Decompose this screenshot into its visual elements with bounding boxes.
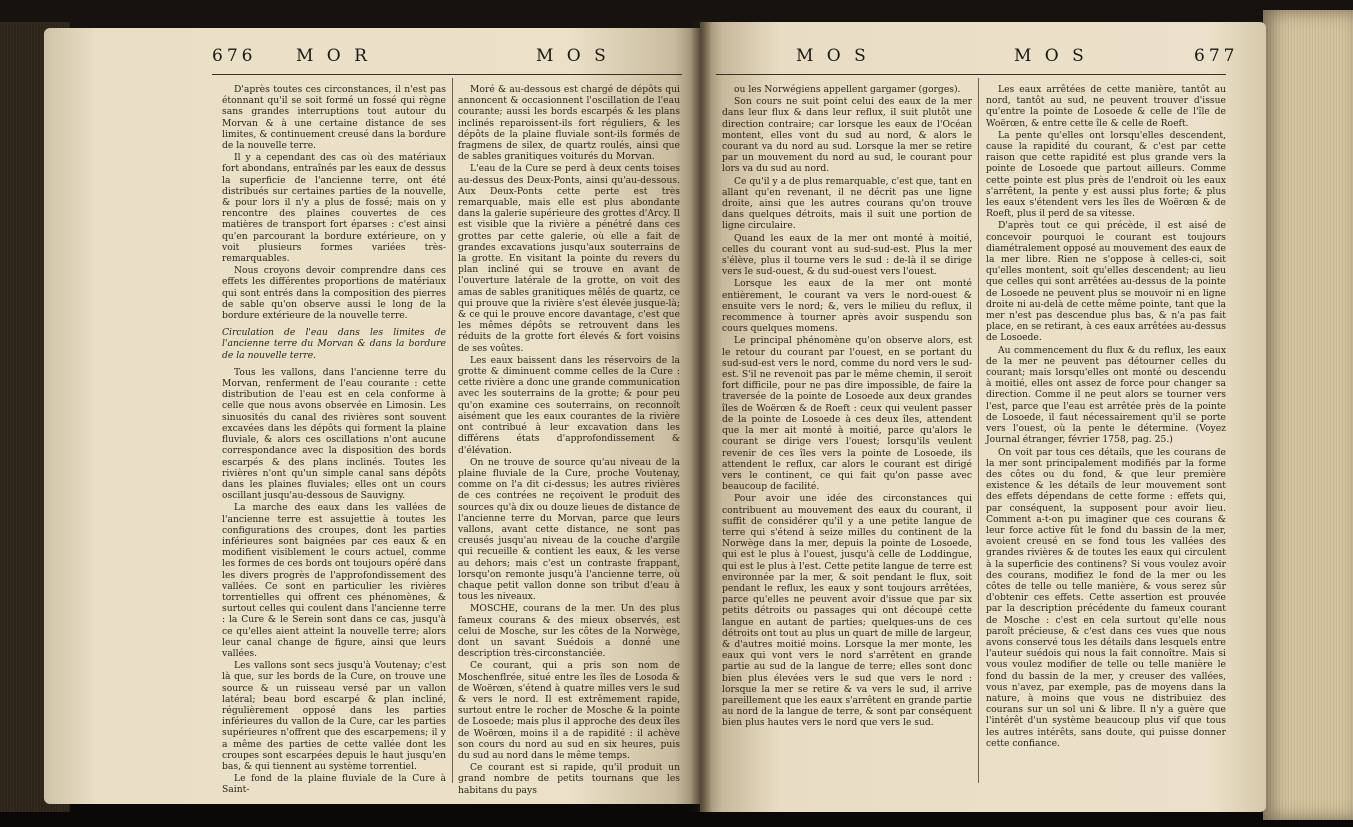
right-header-rule <box>716 74 1226 75</box>
paragraph: On ne trouve de source qu'au niveau de la plaine fluviale de la Cure, proche Voutenay, comme on l'a dit ci-dessus; les autres rivières de ces contrées ne reçoivent le produit des sources qu'à dix ou douze lieues de distance de l'ancienne terre du Morvan, parce que leurs vallons, avant cette distance, ne sont pas creusés jusqu'au niveau de la couche d'argile qui recueille & contient les eaux, & les verse au dehors; mais c'est un contraste frappant, lorsqu'on remonte jusqu'à l'ancienne terre, où chaque petit vallon donne son tribut d'eau à tous les niveaux. <box>458 456 680 603</box>
paragraph: Quand les eaux de la mer ont monté à moitié, celles du courant vont au sud-sud-est. Plus la mer s'élève, plus il tourne vers le sud : de-là il se dirige vers le sud-ouest, & du sud-ouest vers l'ouest. <box>722 232 972 278</box>
paragraph: L'eau de la Cure se perd à deux cents toises au-dessus des Deux-Ponts, ainsi qu'au-dessous. Aux Deux-Ponts cette perte est très remarquable, mais elle est plus abondante dans la galerie supérieure des grottes d'Arcy. Il est visible que la rivière a pénétré dans ces grottes par cette galerie, où elle a fait de grandes excavations jusqu'aux souterrains de la grotte. En visitant la pointe du revers du plan incliné qui se trouve en avant de l'ouverture latérale de la grotte, on voit des amas de sables granitiques mêlés de quartz, ce qui prouve que la rivière s'est élevée jusque-là; & ce qui le prouve encore davantage, c'est que les mêmes dépôts se retrouvent dans les réduits de la grotte fort élevés & fort voisins de ses voûtes. <box>458 163 680 354</box>
paragraph: Les eaux arrêtées de cette manière, tantôt au nord, tantôt au sud, ne peuvent trouver d'issue qu'entre la pointe de Losoede & celle de l'île de Woërœn, & entre cette île & celle de Roeft. <box>986 84 1226 129</box>
paragraph: La marche des eaux dans les vallées de l'ancienne terre est assujettie à toutes les configurations des croupes, dont les parties inférieures sont baignées par ces eaux & en modifient visiblement le cours actuel, comme les formes de ces bords ont toujours opéré dans les divers progrès de l'approfondissement des vallées. Ce sont en particulier les rivières torrentielles qui offrent ces phénomènes, & surtout celles qui coulent dans l'ancienne terre : la Cure & le Serein sont dans ce cas, jusqu'à ce qu'elles aient atteint la nouvelle terre; alors leur canal change de figure, ainsi que leurs vallées. <box>222 502 447 659</box>
right-page-number: 677 <box>1194 46 1239 66</box>
paragraph: On voit par tous ces détails, que les courans de la mer sont principalement modifiés par la forme des côtes ou du fond, & que leur première existence & les détails de leur mouvement sont des effets dépendans de cette forme : effets qui, par conséquent, la supposent pour avoir lieu. Comment a-t-on pu imaginer que ces courans & leur force active fût le fond du bassin de la mer, avoient creusé en se fond tous les vallées des grandes rivières & de toutes les eaux qui circulent à la superficie des continens? Si vous voulez avoir des courans, modifiez le fond de la mer ou les côtes de telle ou telle manière, & vous serez sûr d'obtenir ces effets. Cette assertion est prouvée par la description précédente du fameux courant de Mosche : c'est en cela surtout qu'elle nous paroît précieuse, & c'est dans ces vues que nous avons conservé tous les détails dans lesquels entre l'auteur suédois qui nous la fait connoître. Mais si vous voulez modifier de telle ou telle manière le fond du bassin de la mer, y creuser des vallées, vous n'avez, par exemple, pas de moyens dans la nature, à moins que vous ne distribuiez des courans sur un sol uni & libre. Il n'y a guère que l'intérêt d'un système beaucoup plus vif que tous les autres intérêts, sans doute, qui puisse donner cette confiance. <box>986 446 1226 749</box>
paragraph: Tous les vallons, dans l'ancienne terre du Morvan, renferment de l'eau courante : cette distribution de l'eau est en cela conforme à celle que nous avons observée en Limosin. Les sinuosités du canal des rivières sont souvent excavées dans les dépôts qui forment la plaine fluviale, & alors ces oscillations n'ont aucune correspondance avec la disposition des bords escarpés & des plans inclinés. Toutes les rivières n'ont qu'un simple canal sans dépôts dans les plaines fluviales; elles ont un cours oscillant jusqu'au-dessous de Sauvigny. <box>222 366 446 502</box>
left-header-rule <box>212 74 682 75</box>
paragraph: Lorsque les eaux de la mer ont monté entièrement, le courant va vers le nord-ouest & ensuite vers le nord; &, vers le milieu du reflux, il recommence à tourner après avoir suspendu son cours quelques momens. <box>722 278 972 335</box>
book-spine <box>690 20 712 812</box>
paragraph: D'après toutes ces circonstances, il n'est pas étonnant qu'il se soit formé un fossé qui règne sans grandes interruptions tout autour du Morvan & à une certaine distance de ses limites, & continuement creusé dans la bordure de la nouvelle terre. <box>222 84 446 152</box>
right-column-separator <box>978 78 979 783</box>
paragraph: ou les Norwégiens appellent gargamer (gorges). <box>734 84 961 95</box>
right-page-edges <box>1263 10 1353 820</box>
left-running-head-1: M O R <box>296 46 371 66</box>
left-page-number: 676 <box>212 46 257 66</box>
paragraph: D'après tout ce qui précède, il est aisé de concevoir pourquoi le courant est toujours diamétralement opposé au mouvement des eaux de la mer libre. Rien ne s'oppose à celles-ci, soit qu'elles montent, soit qu'elles descendent; au lieu que celles qui sont arrêtées au-dessus de la pointe de Losoede ne peuvent plus se mouvoir ni en ligne droite ni au-delà de cette même pointe, tant que la mer n'est pas descendue plus bas, & n'a pas fait place, en se retirant, à ces eaux arrêtées au-dessus de Losoede. <box>986 220 1226 344</box>
paragraph: La pente qu'elles ont lorsqu'elles descendent, cause la rapidité du courant, & c'est par cette raison que cette rapidité est plus grande vers la pointe de Losoede que partout ailleurs. Comme cette pointe est plus près de l'endroit où les eaux s'arrêtent, la pente y est aussi plus forte; & plus les eaux s'étendent vers les îles de Woërœn & de Roeft, plus il perd de sa vitesse. <box>986 129 1226 220</box>
paragraph: Au commencement du flux & du reflux, les eaux de la mer ne peuvent pas détourner celles du courant; mais lorsqu'elles ont monté ou descendu à moitié, elles ont assez de force pour changer sa direction. Comme il ne peut alors se tourner vers l'est, parce que l'eau est arrêtée près de la pointe de Losoede, il faut nécessairement qu'il se porte vers l'ouest, où la pente le détermine. (Voyez Journal étranger, février 1758, pag. 25.) <box>986 344 1226 446</box>
paragraph: Le fond de la plaine fluviale de la Cure à Saint- <box>222 773 446 796</box>
right-running-head-1: M O S <box>796 46 870 66</box>
left-column-separator <box>452 78 453 783</box>
right-page-column-2 <box>986 84 1226 784</box>
paragraph: MOSCHE, courans de la mer. Un des plus fameux courans & des mieux observés, est celui de Mosche, sur les côtes de la Norwège, dont un savant Suédois a donné une description très-circonstanciée. <box>458 603 680 660</box>
left-page-column-2 <box>458 84 680 796</box>
left-page-column-1 <box>222 84 447 796</box>
paragraph: Les eaux baissent dans les réservoirs de la grotte & diminuent comme celles de la Cure : cette rivière a donc une grande communication avec les souterrains de la grotte; & pour peu qu'on examine ces souterrains, on reconnoît aisément que les eaux courantes de la rivière ont contribué à leur excavation dans les différens états d'approfondissement & d'élévation. <box>458 354 680 456</box>
section-subheading: Circulation de l'eau dans les limites de l'ancienne terre du Morvan & dans la bordure de la nouvelle terre. <box>222 327 446 361</box>
paragraph: Le principal phénomène qu'on observe alors, est le retour du courant par l'ouest, en se portant du sud-sud-est vers le nord, comme du nord vers le sud-est. S'il ne revenoit pas par le même chemin, il seroit fort difficile, pour ne pas dire impossible, de faire la traversée de la pointe de Losoede aux deux grandes îles de Woërœn & de Roeft : ceux qui veulent passer de la pointe de Losoede à ces deux îles, attendent que la mer ait monté à moitié, parce qu'alors le courant se dirige vers l'ouest; lorsqu'ils veulent revenir de ces îles vers la pointe de Losoede, ils attendent le reflux, car alors le courant est dirigé vers le continent, ce qui fait qu'on passe avec beaucoup de facilité. <box>722 335 972 493</box>
paragraph: Son cours ne suit point celui des eaux de la mer dans leur flux & dans leur reflux, il suit plutôt une direction contraire; car lorsque les eaux de l'Océan montent, elles vont du sud au nord, & alors le courant va du nord au sud. Lorsque la mer se retire par un mouvement du nord au sud, le courant pour lors va du sud au nord. <box>722 96 972 175</box>
left-running-head-2: M O S <box>536 46 610 66</box>
paragraph: Moré & au-dessous est chargé de dépôts qui annoncent & occasionnent l'oscillation de l'eau courante; aussi les bords escarpés & les plans inclinés reparoissent-ils fort réguliers, & les dépôts de la plaine fluviale sont-ils formés de fragmens de silex, de quartz roulés, ainsi que de sables granitiques voiturés du Morvan. <box>458 84 680 163</box>
paragraph: Ce courant est si rapide, qu'il produit un grand nombre de petits tournans que les habitans du pays <box>458 762 680 796</box>
paragraph: Les vallons sont secs jusqu'à Voutenay; c'est là que, sur les bords de la Cure, on trouve une source & un ruisseau versé par un vallon latéral; beau bord escarpé & plan incliné, régulièrement opposé dans les parties inférieures du vallon de la Cure, car les parties supérieures n'offrent que des escarpemens; il y a même des parties de cette vallée dont les croupes sont escarpées depuis le haut jusqu'en bas, & qui tiennent au système torrentiel. <box>222 660 446 772</box>
paragraph: Ce qu'il y a de plus remarquable, c'est que, tant en allant qu'en revenant, il ne décrit pas une ligne droite, ainsi que les autres courans qu'on trouve dans quelques détroits, mais il suit une portion de ligne circulaire. <box>722 175 972 232</box>
paragraph: Nous croyons devoir comprendre dans ces effets les différentes proportions de matériaux qui sont entrés dans la composition des pierres de sable qu'on observe aussi le long de la bordure extérieure de la nouvelle terre. <box>222 265 446 322</box>
paragraph: Pour avoir une idée des circonstances qui contribuent au mouvement des eaux du courant, il suffit de considérer qu'il y a une petite langue de terre qui s'étend à seize milles du continent de la Norwège dans la mer, depuis la pointe de Losoede, qui est le plus à l'ouest, jusqu'à celle de Loddingue, qui est le plus à l'est. Cette petite langue de terre est environnée par la mer, & soit pendant le flux, soit pendant le reflux, les eaux y sont toujours arrêtées, parce qu'elles ne peuvent avoir d'issue que par six petits détroits ou passages qui ont découpé cette langue en autant de parties; quelques-uns de ces détroits ont tout au plus un quart de mille de largeur, & d'autres moitié moins. Lorsque la mer monte, les eaux qui vont vers le nord s'arrêtent en grande partie au sud de la langue de terre; elles sont donc bien plus élevées vers le sud que vers le nord : lorsque la mer se retire & va vers le sud, il arrive pareillement que les eaux s'arrêtent en grande partie au nord de la langue de terre, & sont par conséquent bien plus hautes vers le nord que vers le sud. <box>722 493 972 729</box>
paragraph: Il y a cependant des cas où des matériaux fort abondans, entraînés par les eaux de dessus la superficie de l'ancienne terre, ont été distribués sur certaines parties de la nouvelle, & pour lors il n'y a plus de fossé; mais on y rencontre des plaines couvertes de ces matières de transport fort éparses : c'est ainsi qu'en parcourant la bordure extérieure, on y voit plusieurs formes variées très-remarquables. <box>222 152 446 265</box>
right-page-column-1 <box>722 84 972 784</box>
paragraph: Ce courant, qui a pris son nom de Moschenflrée, situé entre les îles de Losoda & de Woërœn, s'étend à quatre milles vers le sud & vers le nord. Il est extrêmement rapide, surtout entre le rocher de Mosche & la pointe de Losoede; mais plus il approche des deux îles de Woërœn, moins il a de rapidité : il achève son cours du nord au sud en six heures, puis du sud au nord dans le même temps. <box>458 660 680 761</box>
right-running-head-2: M O S <box>1014 46 1088 66</box>
